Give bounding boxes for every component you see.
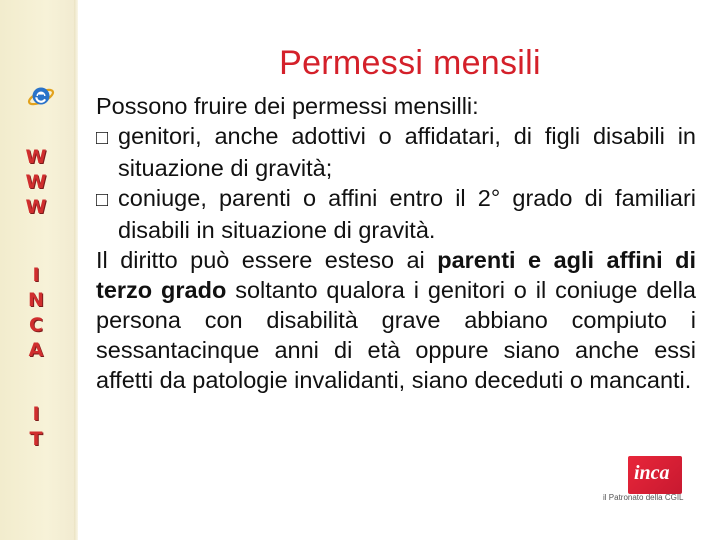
sidebar-letter: W: [25, 196, 47, 218]
logo-caption: il Patronato della CGIL: [603, 493, 684, 502]
sidebar-letter: A: [28, 339, 44, 361]
sidebar-letter: I: [32, 264, 40, 286]
sidebar-letter: W: [25, 171, 47, 193]
sidebar-letter: N: [28, 289, 44, 311]
paragraph-end: soltanto qualora i genitori o il coniuge della persona con disabilità grave abbiano compiuto i sessantacinque anni di età oppure siano anche essi affetti da patologie invalidanti, siano deceduti o mancanti.: [96, 277, 696, 393]
bullet-item: [96, 183, 696, 245]
body-paragraph: [96, 245, 696, 395]
sidebar-letter: C: [29, 314, 43, 336]
sidebar-inca-letters: [24, 263, 48, 363]
bullet-text: genitori, anche adottivi o affidatari, di figli disabili in situazione di gravità;: [118, 123, 696, 181]
inca-logo: [628, 456, 682, 494]
bullet-text: coniuge, parenti o affini entro il 2° grado di familiari disabili in situazione di gravità.: [118, 185, 696, 243]
internet-explorer-icon: [27, 82, 55, 110]
sidebar-www-letters: [24, 145, 48, 220]
sidebar: [0, 0, 78, 540]
sidebar-letter: I: [32, 403, 40, 425]
paragraph-bold: parenti e agli affini di terzo grado: [96, 247, 696, 303]
paragraph-start: Il diritto può essere esteso ai: [96, 247, 438, 273]
checkbox-bullet-icon: □: [96, 189, 109, 211]
sidebar-letter: T: [29, 428, 43, 450]
intro-text: Possono fruire dei permessi mensilli:: [96, 93, 479, 119]
page-title: Permessi mensili: [279, 44, 541, 82]
sidebar-it-letters: [24, 402, 48, 452]
inca-logo-text: inca: [634, 462, 670, 484]
slide-content: [96, 91, 696, 395]
sidebar-letter: W: [25, 146, 47, 168]
checkbox-bullet-icon: □: [96, 127, 109, 149]
bullet-item: [96, 121, 696, 183]
